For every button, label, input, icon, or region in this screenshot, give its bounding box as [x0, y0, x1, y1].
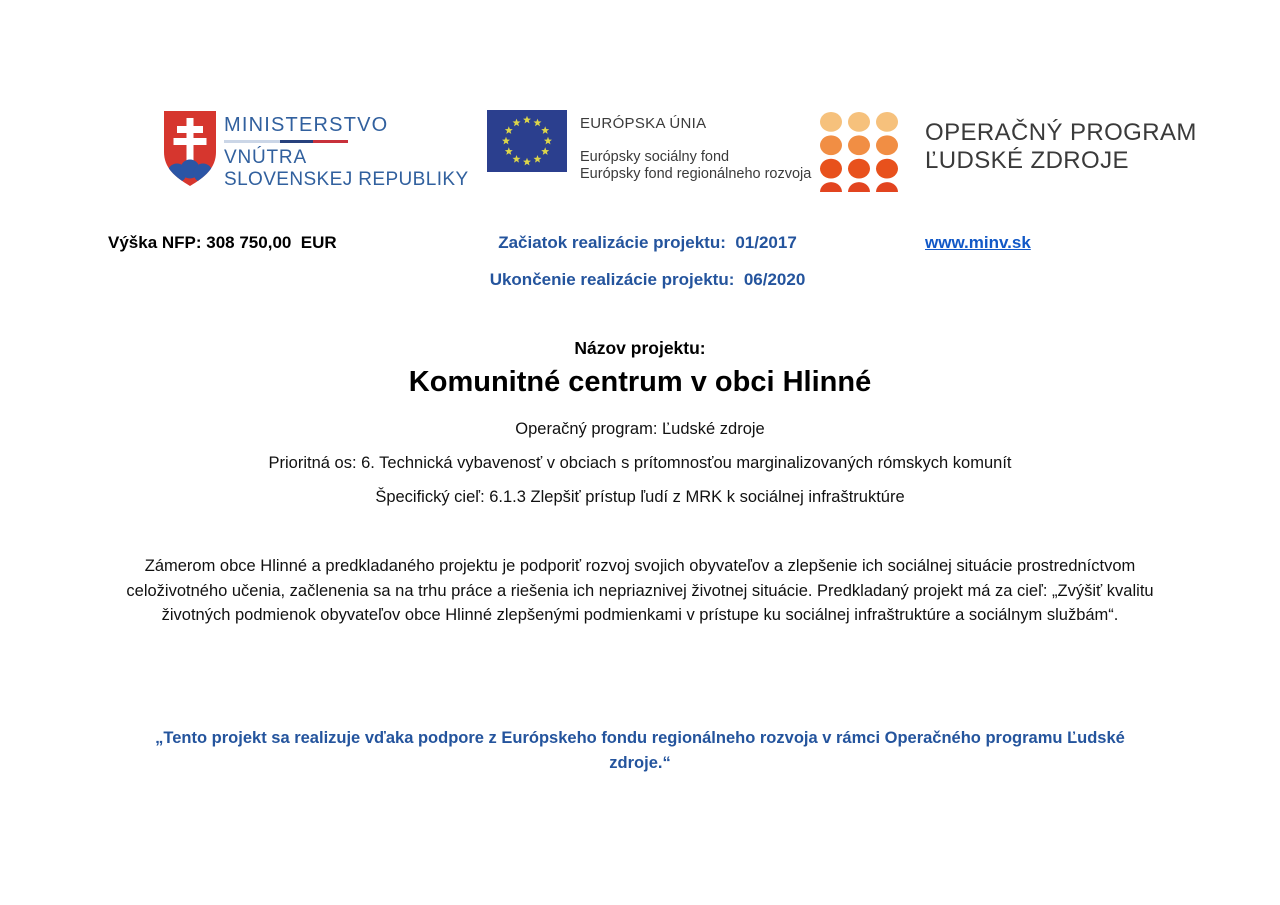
slovak-coat-of-arms-icon [163, 110, 217, 187]
ministry-logo-text [224, 110, 469, 191]
eu-flag-icon [487, 110, 567, 172]
eu-fund-line1: Európsky sociálny fond [580, 149, 730, 165]
op-dots-icon [820, 112, 898, 192]
ministry-name-line3: SLOVENSKEJ REPUBLIKY [224, 169, 469, 190]
project-end-date: Ukončenie realizácie projektu: 06/2020 [489, 270, 806, 289]
minv-website-link[interactable]: www.minv.sk [925, 233, 1031, 252]
eu-logo-text [580, 110, 811, 182]
operational-program-logo [820, 112, 1197, 192]
project-name-heading: Názov projektu: [574, 338, 706, 358]
project-start-date: Začiatok realizácie projektu: 01/2017 [498, 233, 797, 252]
project-title: Komunitné centrum v obci Hlinné [408, 366, 872, 398]
eu-title: EURÓPSKA ÚNIA [580, 115, 707, 132]
ministry-name-line1: MINISTERSTVO [224, 114, 389, 136]
eu-fund-line2: Európsky fond regionálneho rozvoja [580, 165, 812, 182]
project-dates [415, 233, 880, 290]
priority-axis-line: Prioritná os: 6. Technická vybavenosť v obciach s prítomnosťou marginalizovaných rómskych komunít [268, 454, 1012, 472]
specific-goal-line: Špecifický cieľ: 6.1.3 Zlepšiť prístup ľudí z MRK k sociálnej infraštruktúre [375, 488, 905, 506]
eu-logo [487, 110, 811, 182]
op-title-line2: ĽUDSKÉ ZDROJE [925, 146, 1129, 174]
ministry-name-line2: VNÚTRA [224, 147, 307, 168]
nfp-amount: Výška NFP: 308 750,00 EUR [108, 233, 337, 252]
op-logo-text [925, 112, 1197, 192]
ministry-tricolor-line [224, 140, 348, 143]
op-title-line1: OPERAČNÝ PROGRAM [925, 119, 1197, 146]
project-description: Zámerom obce Hlinné a predkladaného projektu je podporiť rozvoj svojich obyvateľov a zlepšenie ich sociálnej situácie prostredníctvom celoživotného učenia, začlenenia sa na trhu práce a riešenia ich nepriaznivej životnej situácie. Predkladaný projekt má za cieľ: „Zvýšiť kvalitu životných podmienok obyvateľov obce Hlinné zlepšenými podmienkami v prístupe ku sociálnej infraštruktúre a sociálnym službám“. [126, 557, 1154, 625]
funding-statement: „Tento projekt sa realizuje vďaka podpore z Európskeho fondu regionálneho rozvoja v rámci Operačného programu Ľudské zdroje.“ [155, 729, 1125, 772]
operational-program-line: Operačný program: Ľudské zdroje [515, 420, 765, 438]
ministry-logo [163, 110, 469, 191]
